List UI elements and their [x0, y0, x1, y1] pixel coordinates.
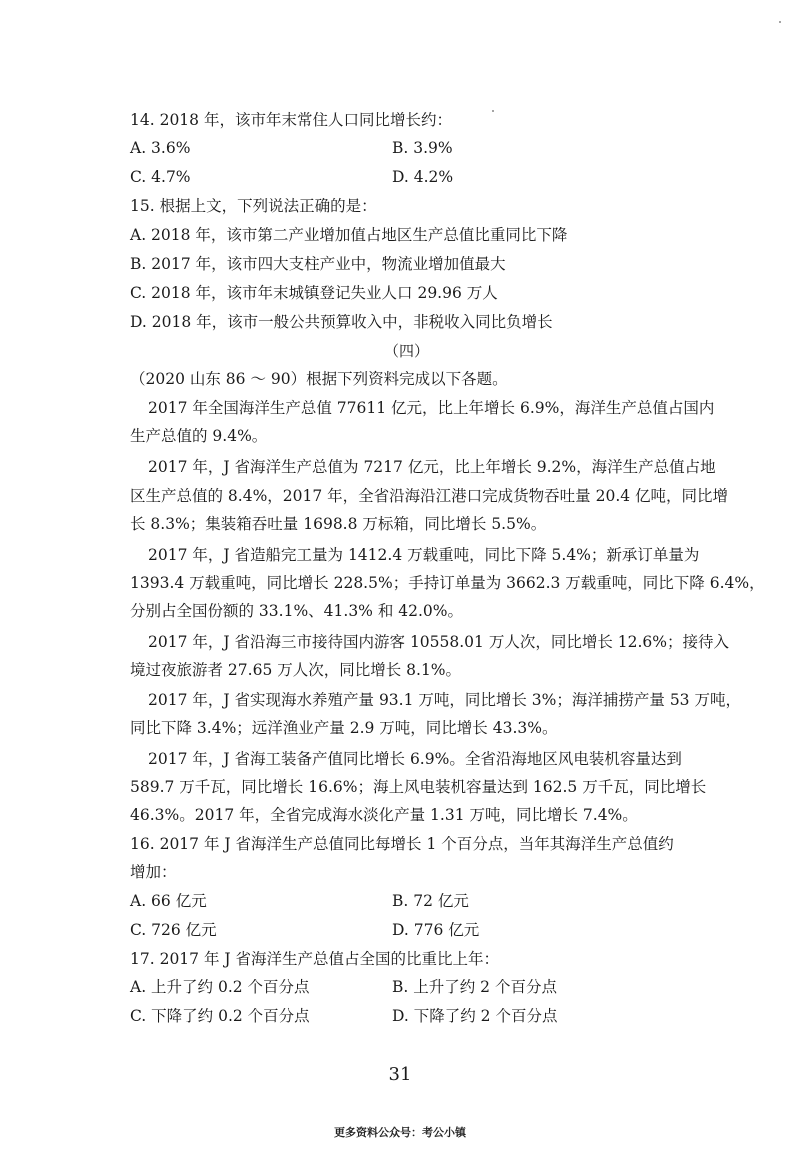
material-paragraph-line: 区生产总值的 8.4%，2017 年，全省沿海沿江港口完成货物吞吐量 20.4 亿吨，同比增	[130, 487, 729, 505]
question-17-option-a: A. 上升了约 0.2 个百分点	[130, 978, 310, 996]
question-14-option-c: C. 4.7%	[130, 168, 191, 186]
question-15-option-d: D. 2018 年，该市一般公共预算收入中，非税收入同比负增长	[130, 313, 553, 331]
material-paragraph-line: 2017 年，J 省实现海水养殖产量 93.1 万吨，同比增长 3%；海洋捕捞产量 53 万吨，	[148, 691, 741, 709]
material-paragraph-line: 长 8.3%；集装箱吞吐量 1698.8 万标箱，同比增长 5.5%。	[130, 515, 547, 533]
question-15-option-b: B. 2017 年，该市四大支柱产业中，物流业增加值最大	[130, 255, 506, 273]
material-paragraph-line: 1393.4 万载重吨，同比增长 228.5%；手持订单量为 3662.3 万载重吨，同比下降 6.4%，	[130, 574, 765, 592]
question-15-stem: 15. 根据上文，下列说法正确的是：	[130, 197, 377, 215]
material-paragraph-line: 46.3%。2017 年，全省完成海水淡化产量 1.31 万吨，同比增长 7.4%。	[130, 806, 638, 824]
material-paragraph-line: 境过夜旅游者 27.65 万人次，同比增长 8.1%。	[130, 661, 462, 679]
question-14-option-d: D. 4.2%	[392, 168, 454, 186]
question-16-option-d: D. 776 亿元	[392, 921, 480, 939]
scan-speck	[779, 21, 781, 23]
question-16-stem-cont: 增加：	[130, 863, 177, 881]
question-16-option-b: B. 72 亿元	[392, 892, 469, 910]
question-16-option-c: C. 726 亿元	[130, 921, 217, 939]
material-paragraph-line: 2017 年，J 省造船完工量为 1412.4 万载重吨，同比下降 5.4%；新承订单量为	[148, 546, 700, 564]
scan-speck	[492, 110, 494, 112]
question-17-option-c: C. 下降了约 0.2 个百分点	[130, 1007, 310, 1025]
question-16-stem: 16. 2017 年 J 省海洋生产总值同比每增长 1 个百分点，当年其海洋生产总值约	[130, 835, 674, 853]
material-paragraph-line: 分别占全国份额的 33.1%、41.3% 和 42.0%。	[130, 602, 464, 620]
question-14-stem: 14. 2018 年，该市年末常住人口同比增长约：	[130, 111, 452, 129]
question-14-option-b: B. 3.9%	[392, 139, 453, 157]
question-14-option-a: A. 3.6%	[130, 139, 191, 157]
material-paragraph-line: 生产总值的 9.4%。	[130, 427, 268, 445]
footer-note: 更多资料公众号：考公小镇	[334, 1126, 466, 1139]
question-17-option-b: B. 上升了约 2 个百分点	[392, 978, 557, 996]
section-intro: （2020 山东 86 ～ 90）根据下列资料完成以下各题。	[130, 370, 508, 388]
question-17-option-d: D. 下降了约 2 个百分点	[392, 1007, 558, 1025]
material-paragraph-line: 2017 年，J 省海洋生产总值为 7217 亿元，比上年增长 9.2%，海洋生产总值占地	[148, 458, 716, 476]
material-paragraph-line: 2017 年，J 省海工装备产值同比增长 6.9%。全省沿海地区风电装机容量达到	[148, 750, 682, 768]
material-paragraph-line: 589.7 万千瓦，同比增长 16.6%；海上风电装机容量达到 162.5 万千瓦，同比增长	[130, 778, 707, 796]
material-paragraph-line: 同比下降 3.4%；远洋渔业产量 2.9 万吨，同比增长 43.3%。	[130, 719, 558, 737]
question-17-stem: 17. 2017 年 J 省海洋生产总值占全国的比重比上年：	[130, 950, 500, 968]
question-15-option-a: A. 2018 年，该市第二产业增加值占地区生产总值比重同比下降	[130, 226, 568, 244]
question-16-option-a: A. 66 亿元	[130, 892, 207, 910]
question-15-option-c: C. 2018 年，该市年末城镇登记失业人口 29.96 万人	[130, 284, 498, 302]
material-paragraph-line: 2017 年，J 省沿海三市接待国内游客 10558.01 万人次，同比增长 12.6%；接待入	[148, 633, 729, 651]
material-paragraph-line: 2017 年全国海洋生产总值 77611 亿元，比上年增长 6.9%，海洋生产总值占国内	[148, 399, 715, 417]
section-title: （四）	[384, 342, 430, 360]
page-number: 31	[388, 1064, 412, 1085]
